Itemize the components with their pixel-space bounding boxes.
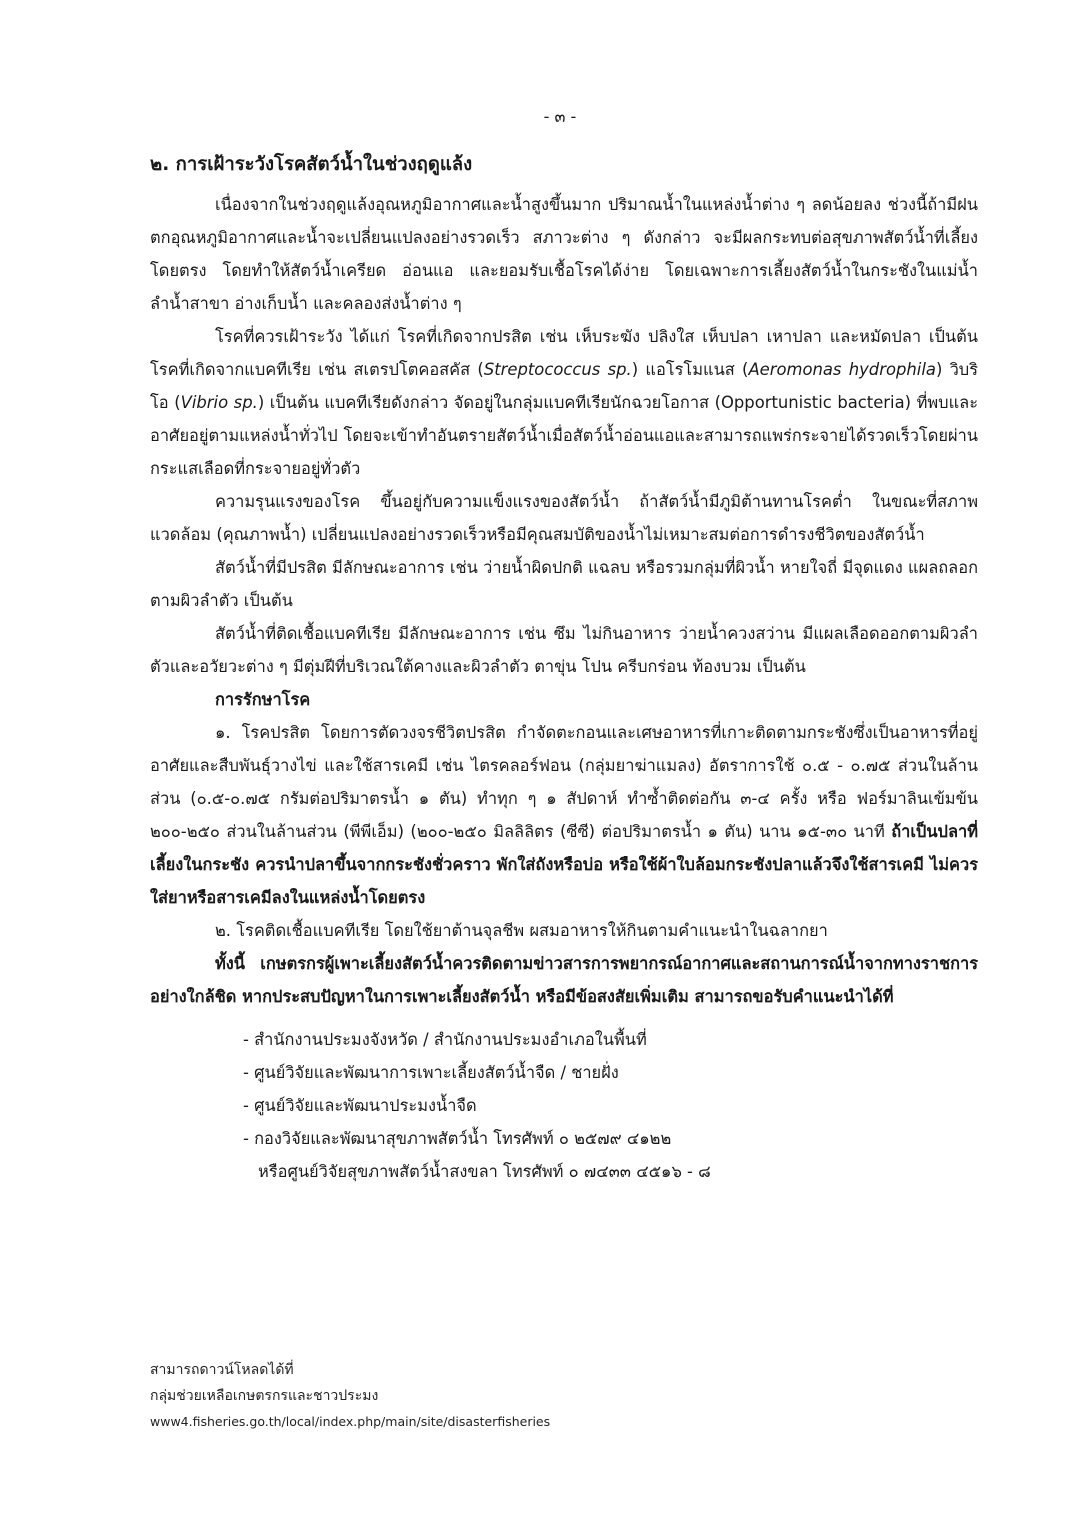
paragraph-parasite-signs: สัตว์น้ำที่มีปรสิต มีลักษณะอาการ เช่น ว่ายน้ำผิดปกติ แฉลบ หรือรวมกลุ่มที่ผิวน้ำ หายใจถี่ มีจุดแดง แผลถลอกตามผิวลำตัว เป็นต้น: [150, 558, 978, 610]
list-item: - ศูนย์วิจัยและพัฒนาประมงน้ำจืด: [243, 1096, 477, 1115]
diseases-text-b: ) แอโรโมแนส (: [631, 360, 749, 379]
paragraph-intro: เนื่องจากในช่วงฤดูแล้งอุณหภูมิอากาศและน้ำสูงขึ้นมาก ปริมาณน้ำในแหล่งน้ำต่าง ๆ ลดน้อยลง ช่วงนี้ถ้ามีฝนตกอุณหภูมิอากาศและน้ำจะเปลี่ยนแปลงอย่างรวดเร็ว สภาวะต่าง ๆ ดังกล่าว จะมีผลกระทบต่อสุขภาพสัตว์น้ำที่เลี้ยงโดยตรง โดยทำให้สัตว์น้ำเครียด อ่อนแอ และยอมรับเชื้อโรคได้ง่าย โดยเฉพาะการเลี้ยงสัตว์น้ำในกระชังในแม่น้ำ ลำน้ำสาขา อ่างเก็บน้ำ และคลองส่งน้ำต่าง ๆ: [150, 195, 978, 313]
list-item: - สำนักงานประมงจังหวัด / สำนักงานประมงอำเภอในพื้นที่: [243, 1030, 647, 1049]
paragraph-diseases: [150, 320, 978, 485]
paragraph-severity: ความรุนแรงของโรค ขึ้นอยู่กับความแข็งแรงของสัตว์น้ำ ถ้าสัตว์น้ำมีภูมิต้านทานโรคต่ำ ในขณะที่สภาพแวดล้อม (คุณภาพน้ำ) เปลี่ยนแปลงอย่างรวดเร็วหรือมีคุณสมบัติของน้ำไม่เหมาะสมต่อการดำรงชีวิตของสัตว์น้ำ: [150, 492, 978, 544]
paragraph-bacteria-signs: สัตว์น้ำที่ติดเชื้อแบคทีเรีย มีลักษณะอาการ เช่น ซึม ไม่กินอาหาร ว่ายน้ำควงสว่าน มีแผลเลือดออกตามผิวลำตัวและอวัยวะต่าง ๆ มีตุ่มฝีที่บริเวณใต้คางและผิวลำตัว ตาขุ่น โปน ครีบกร่อน ท้องบวม เป็นต้น: [150, 624, 978, 676]
treatment-heading: การรักษาโรค: [215, 690, 311, 709]
footer-org: กลุ่มช่วยเหลือเกษตรกรและชาวประมง: [150, 1388, 379, 1404]
species-streptococcus: Streptococcus sp.: [483, 360, 632, 379]
list-item: - กองวิจัยและพัฒนาสุขภาพสัตว์น้ำ โทรศัพท์ ๐ ๒๕๗๙ ๔๑๒๒: [243, 1129, 672, 1148]
body-text: [150, 188, 978, 1188]
paragraph-treatment-1: [150, 716, 978, 914]
diseases-text-c: ) วิบริโอ (: [150, 360, 978, 412]
treatment-1-warning: ถ้าเป็นปลาที่เลี้ยงในกระชัง ควรนำปลาขึ้นจากกระชังชั่วคราว พักใส่ถังหรือบ่อ หรือใช้ผ้าใบล้อมกระชังปลาแล้วจึงใช้สารเคมี ไม่ควรใส่ยาหรือสารเคมีลงในแหล่งน้ำโดยตรง: [150, 822, 978, 907]
list-item: หรือศูนย์วิจัยสุขภาพสัตว์น้ำสงขลา โทรศัพท์ ๐ ๗๔๓๓ ๔๕๑๖ - ๘: [258, 1162, 711, 1181]
contact-list: [243, 1023, 978, 1188]
footer-download-label: สามารถดาวน์โหลดได้ที่: [150, 1362, 294, 1378]
page-number: - ๓ -: [543, 107, 577, 126]
species-aeromonas: Aeromonas hydrophila: [748, 360, 936, 379]
paragraph-treatment-2: ๒. โรคติดเชื้อแบคทีเรีย โดยใช้ยาต้านจุลชีพ ผสมอาหารให้กินตามคำแนะนำในฉลากยา: [215, 921, 828, 940]
list-item: - ศูนย์วิจัยและพัฒนาการเพาะเลี้ยงสัตว์น้ำจืด / ชายฝั่ง: [243, 1063, 619, 1082]
footer-url: www4.fisheries.go.th/local/index.php/main/site/disasterfisheries: [150, 1414, 551, 1429]
paragraph-closing: ทั้งนี้ เกษตรกรผู้เพาะเลี้ยงสัตว์น้ำควรติดตามข่าวสารการพยากรณ์อากาศและสถานการณ์น้ำจากทางราชการอย่างใกล้ชิด หากประสบปัญหาในการเพาะเลี้ยงสัตว์น้ำ หรือมีข้อสงสัยเพิ่มเติม สามารถขอรับคำแนะนำได้ที่: [150, 954, 978, 1006]
treatment-1-text: ๑. โรคปรสิต โดยการตัดวงจรชีวิตปรสิต กำจัดตะกอนและเศษอาหารที่เกาะติดตามกระชังซึ่งเป็นอาหารที่อยู่อาศัยและสืบพันธุ์วางไข่ และใช้สารเคมี เช่น ไตรคลอร์ฟอน (กลุ่มยาฆ่าแมลง) อัตราการใช้ ๐.๕ - ๐.๗๕ ส่วนในล้านส่วน (๐.๕-๐.๗๕ กรัมต่อปริมาตรน้ำ ๑ ตัน) ทำทุก ๆ ๑ สัปดาห์ ทำซ้ำติดต่อกัน ๓-๔ ครั้ง หรือ ฟอร์มาลินเข้มข้น ๒๐๐-๒๕๐ ส่วนในล้านส่วน (พีพีเอ็ม) (๒๐๐-๒๕๐ มิลลิลิตร (ซีซี) ต่อปริมาตรน้ำ ๑ ตัน) นาน ๑๕-๓๐ นาที: [150, 723, 978, 841]
section-title: ๒. การเฝ้าระวังโรคสัตว์น้ำในช่วงฤดูแล้ง: [150, 154, 473, 175]
diseases-text-a: โรคที่ควรเฝ้าระวัง ได้แก่ โรคที่เกิดจากปรสิต เช่น เห็บระฆัง ปลิงใส เห็บปลา เหาปลา และหมัดปลา เป็นต้น โรคที่เกิดจากแบคทีเรีย เช่น สเตรปโตคอสคัส (: [150, 327, 978, 379]
species-vibrio: Vibrio sp.: [180, 393, 258, 412]
footer: [150, 1357, 550, 1435]
diseases-text-d: ) เป็นต้น แบคทีเรียดังกล่าว จัดอยู่ในกลุ่มแบคทีเรียนักฉวยโอกาส (Opportunistic bacteria) ที่พบและอาศัยอยู่ตามแหล่งน้ำทั่วไป โดยจะเข้าทำอันตรายสัตว์น้ำเมื่อสัตว์น้ำอ่อนแอและสามารถแพร่กระจายได้รวดเร็วโดยผ่านกระแสเลือดที่กระจายอยู่ทั่วตัว: [150, 393, 979, 478]
